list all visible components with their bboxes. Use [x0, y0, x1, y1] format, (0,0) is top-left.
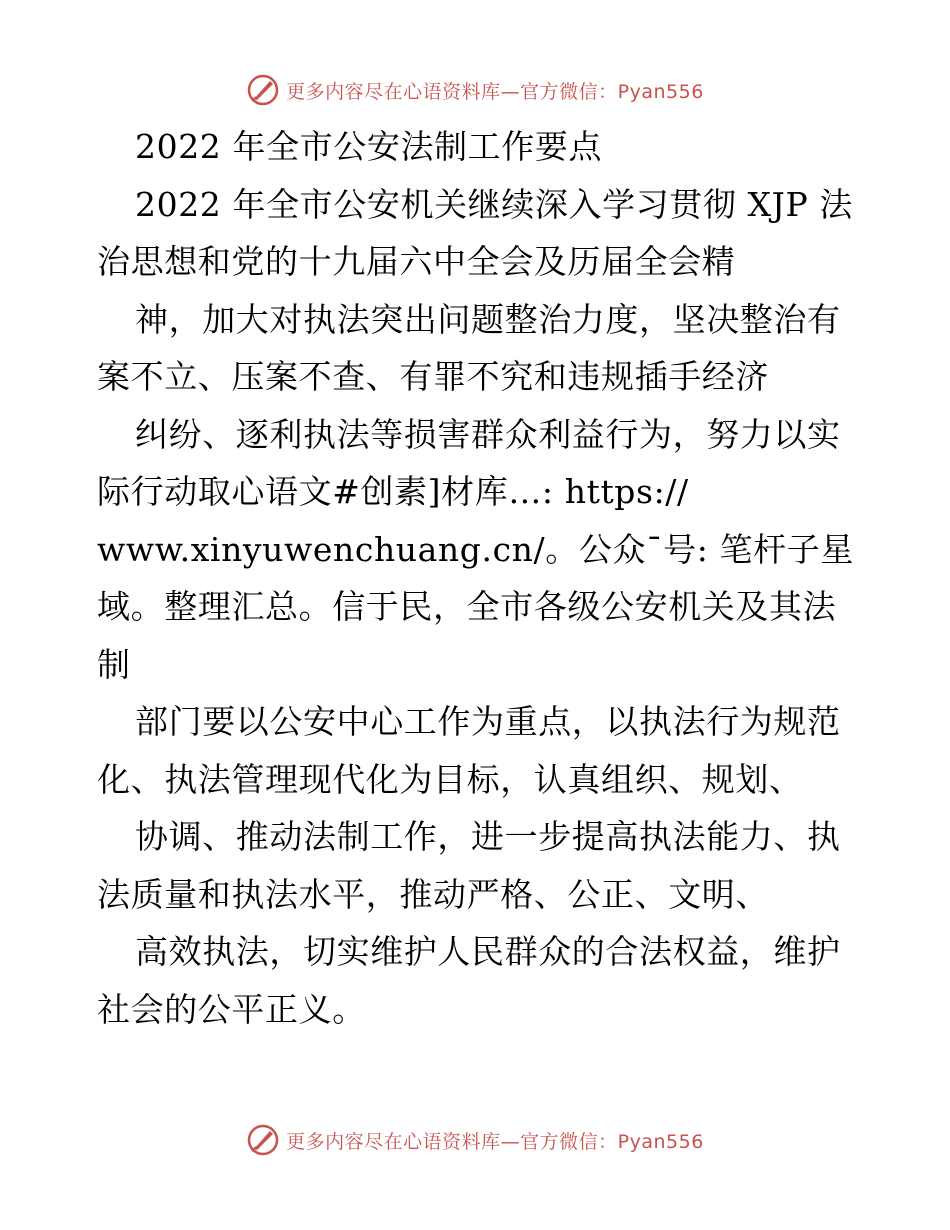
paragraph-line: 域。整理汇总。信于民，全市各级公安机关及其法 — [97, 587, 837, 626]
paragraph-line: 制 — [97, 644, 131, 684]
paragraph-line: 2022 年全市公安机关继续深入学习贯彻 XJP 法 — [135, 184, 853, 224]
feather-pen-circle-icon — [246, 73, 280, 107]
paragraph-line: 社会的公平正义。 — [97, 989, 366, 1029]
paragraph-line: 法质量和执法水平，推动严格、公正、文明、 — [97, 874, 769, 914]
paragraph-line: 部门要以公安中心工作为重点，以执法行为规范 — [135, 702, 841, 741]
paragraph-line: 化、执法管理现代化为目标，认真组织、规划、 — [97, 759, 803, 799]
paragraph-line: 神，加大对执法突出问题整治力度，坚决整治有 — [135, 299, 841, 339]
paragraph-line: www.xinyuwenchuang.cn/。公众¯号: 笔杆子星 — [97, 529, 854, 569]
paragraph-line: 高效执法，切实维护人民群众的合法权益，维护 — [135, 932, 841, 971]
feather-pen-circle-icon — [246, 1123, 280, 1157]
document-title: 2022 年全市公安法制工作要点 — [135, 127, 603, 166]
header-watermark — [0, 70, 950, 110]
watermark-text: 更多内容尽在心语资料库—官方微信：Pyan556 — [286, 80, 704, 103]
paragraph-line: 案不立、压案不查、有罪不究和违规插手经济 — [97, 357, 769, 396]
paragraph-line: 际行动取心语文#创素]材库…: https:// — [97, 472, 689, 511]
footer-watermark — [0, 1120, 950, 1160]
paragraph-line: 协调、推动法制工作，进一步提高执法能力、执 — [135, 817, 841, 856]
paragraph-line: 纠纷、逐利执法等损害群众利益行为，努力以实 — [135, 414, 841, 454]
document-body — [97, 118, 857, 1038]
paragraph-line: 治思想和党的十九届六中全会及历届全会精 — [97, 242, 736, 281]
watermark-text: 更多内容尽在心语资料库—官方微信：Pyan556 — [286, 1130, 704, 1153]
